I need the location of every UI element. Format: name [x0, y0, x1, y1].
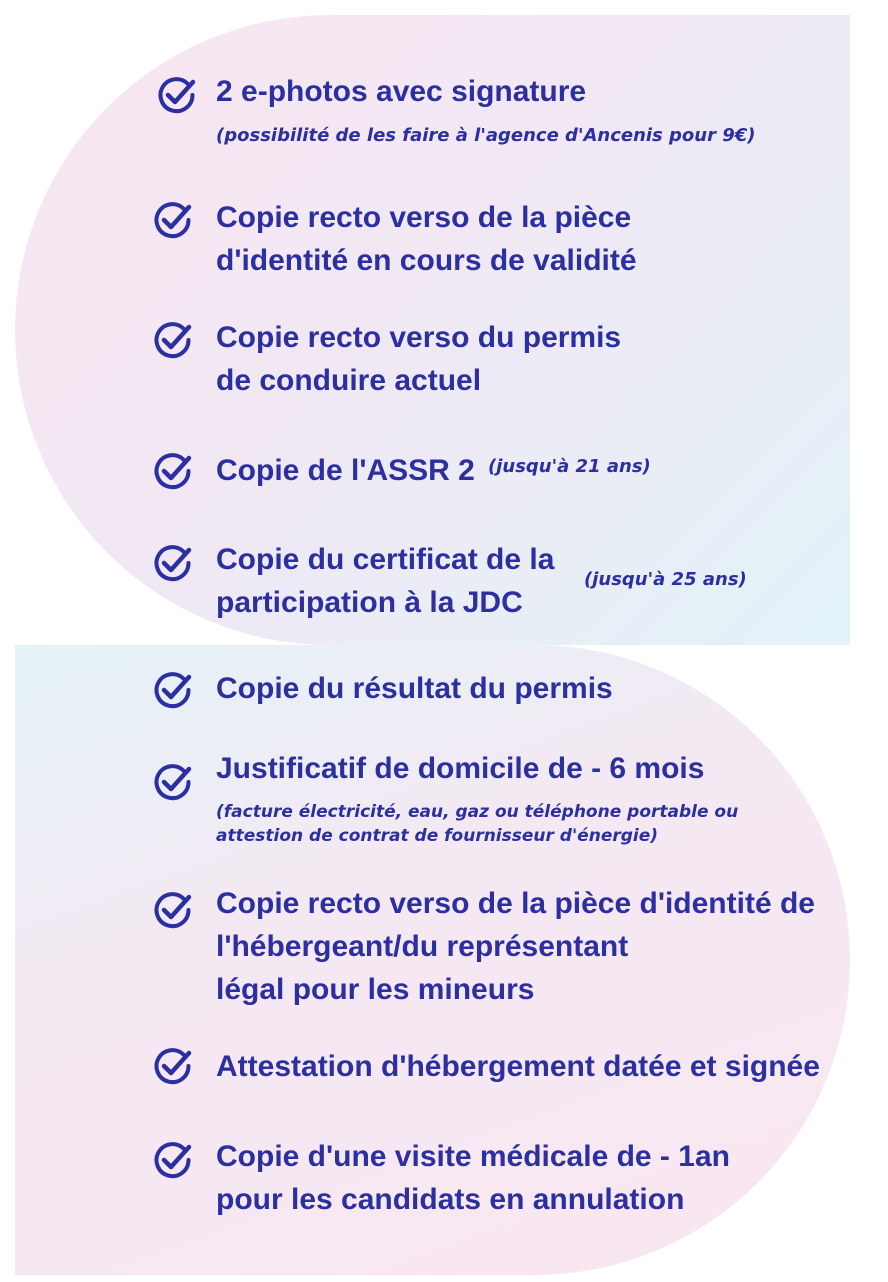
check-circle-icon	[153, 200, 193, 240]
check-circle-icon	[153, 1140, 193, 1180]
item-title: Attestation d'hébergement datée et signée	[216, 1050, 820, 1083]
item-title: Copie de l'ASSR 2	[216, 454, 475, 487]
item-title: Copie recto verso de la pièce d'identité de l'hébergeant/du représentant légal pour les mineurs	[216, 887, 815, 1006]
check-circle-icon	[153, 890, 193, 930]
item-title: Copie recto verso de la pièce d'identité en cours de validité	[216, 201, 637, 277]
item-title: Copie d'une visite médicale de - 1an pour les candidats en annulation	[216, 1140, 730, 1216]
check-circle-icon	[157, 75, 197, 115]
item-note: (facture électricité, eau, gaz ou téléphone portable ou attestion de contrat de fournisseur d'énergie)	[216, 802, 739, 846]
check-circle-icon	[153, 320, 193, 360]
item-title: Justificatif de domicile de - 6 mois	[216, 752, 705, 785]
item-note: (jusqu'à 21 ans)	[488, 456, 651, 477]
check-circle-icon	[153, 543, 193, 583]
check-circle-icon	[153, 451, 193, 491]
item-title: 2 e-photos avec signature	[216, 75, 587, 108]
check-circle-icon	[153, 1046, 193, 1086]
item-title: Copie du résultat du permis	[216, 672, 613, 705]
item-title: Copie recto verso du permis de conduire actuel	[216, 321, 622, 397]
check-circle-icon	[153, 762, 193, 802]
item-note: (jusqu'à 25 ans)	[584, 569, 747, 590]
item-note: (possibilité de les faire à l'agence d'Ancenis pour 9€)	[216, 125, 756, 146]
item-title: Copie du certificat de la participation à la JDC	[216, 543, 555, 619]
check-circle-icon	[153, 670, 193, 710]
